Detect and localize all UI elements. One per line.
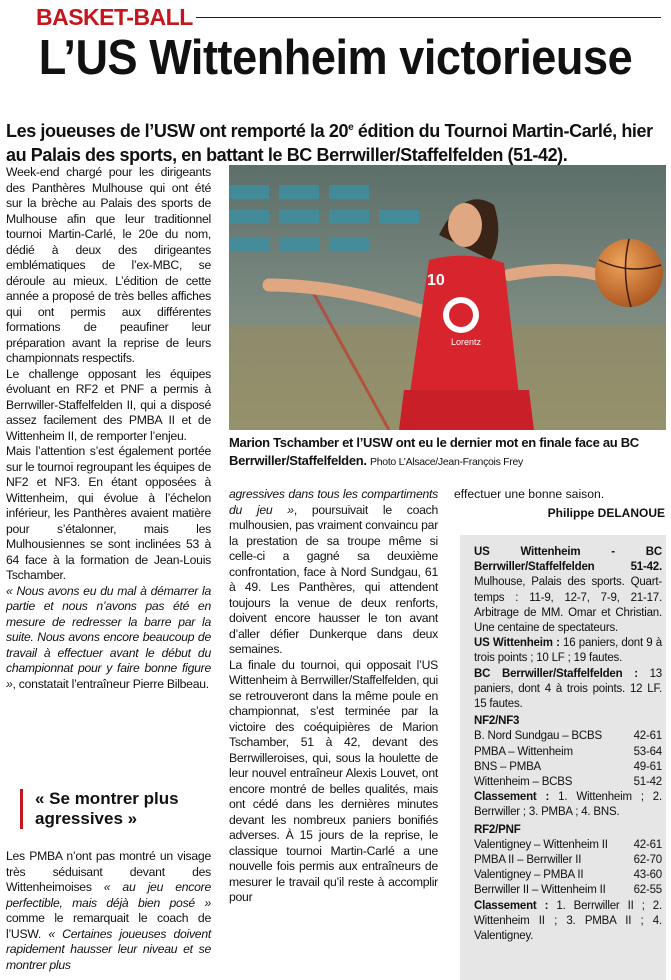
result-row [474,883,662,898]
col1b-quote-2: « Certaines joueuses doivent rapidement hausser leur niveau et se montrer plus [6,926,211,972]
result-match: Valentigney – PMBA II [474,869,584,882]
result-score: 43-60 [633,869,662,882]
ranking-label: Classement : [474,899,549,912]
result-row [474,745,662,760]
usw-stats [474,636,662,666]
ranking-text: 1. Wittenheim ; 2. Berrwiller ; 3. PMBA ; 4. BNS. [474,791,662,819]
usw-stats-text: 16 paniers, dont 9 à trois points ; 10 LF ; 19 fautes. [474,637,662,665]
rf-title: RF2/PNF [474,823,521,836]
col1b-text-mid: comme le remarquait le coach de l’USW. [6,911,211,941]
article-column-1 [6,165,211,692]
bcb-label: BC Berrwiller/Staffelfelden : [474,667,638,680]
result-score: 53-64 [633,745,662,758]
nf-ranking [474,790,662,820]
bcb-stats-text: 13 paniers, dont 4 à trois points. 12 LF. 15 fautes. [474,667,663,711]
col1-paragraph: Mais l’attention s’est également portée sur le tournoi regroupant les équipes de NF2 et NF3. En étant opposées à Wittenheim, qui évolue à l’échelon inférieur, les Panthères avaient matière pour s’étalonner, mais les Mulhousiennes se sont inclinées 53 à 64 face à la formation de Jean-Louis Tschamber. [6,444,211,582]
headline: L’US Wittenheim victorieuse [38,31,633,85]
lead-sup: e [348,122,354,133]
coach-quote-attribution: , constatait l’entraîneur Pierre Bilbeau. [12,676,209,691]
rubric-divider [196,17,661,18]
result-match: B. Nord Sundgau – BCBS [474,730,602,743]
basketball-player-photo [229,165,666,430]
result-score: 42-61 [633,838,662,851]
caption-text: Marion Tschamber et l’USW ont eu le dernier mot en finale face au BC Berrwiller/Staffelfelden. [229,435,639,468]
result-score: 62-55 [633,884,662,897]
author-signature: Philippe DELANOUE [547,506,665,520]
section-rubric: BASKET-BALL [36,4,193,30]
col1-paragraph: Le challenge opposant les équipes évoluant en RF2 et PNF a permis à Berrwiller-Staffelfelden II, qui a disposé assez facilement des PMBA II et de Wittenheim II, de remporter l’enjeu. [6,366,211,443]
results-box [460,535,666,980]
article-photo [229,165,666,430]
coach-quote: « Nous avons eu du mal à démarrer la partie et nous n’avons pas été en mesure de redresser la barre par la suite. Nous avons encore beaucoup de travail à effectuer avant le début du championnat pour y faire bonne figure » [6,583,211,691]
ranking-text: 1. Berrwiller II ; 2. Wittenheim II ; 3. PMBA II ; 4. Valentigney. [474,899,662,943]
result-match: PMBA II – Berrwiller II [474,854,582,867]
bcb-stats [474,667,662,713]
result-match: Valentigney – Wittenheim II [474,838,608,851]
result-match: Wittenheim – BCBS [474,776,573,789]
col2-paragraph [229,487,438,658]
nf-title: NF2/NF3 [474,715,520,728]
col2-quote: agressives dans tous les compartiments du jeu » [229,487,438,517]
photo-caption [229,434,666,471]
pull-quote: « Se montrer plus agressives » [20,789,225,829]
result-row [474,853,662,868]
match-summary [474,545,662,636]
result-row [474,838,662,853]
ranking-label: Classement : [474,791,550,804]
match-info: Mulhouse, Palais des sports. Quart-temps : 11-9, 12-7, 7-9, 21-17. Arbitrage de MM. Omar et Christian. Une centaine de spectateurs. [474,576,662,635]
lead-paragraph [6,116,666,167]
result-score: 42-61 [633,730,662,743]
result-row [474,775,662,790]
result-match: Berrwiller II – Wittenheim II [474,884,606,897]
lead-part1: Les joueuses de l’USW ont remporté la 20 [6,121,349,141]
col1b-paragraph [6,849,211,973]
col1b-text: Les PMBA n’ont pas montré un visage très séduisant devant des Wittenheimoises [6,849,211,894]
col1b-quote-1: « au jeu encore perfectible, mais déjà bien posé » [6,880,211,910]
result-score: 49-61 [633,760,662,773]
result-row [474,729,662,744]
result-match: BNS – PMBA [474,760,542,773]
result-row [474,868,662,883]
result-row [474,760,662,775]
usw-label: US Wittenheim : [474,637,560,650]
jersey-sponsor: Lorentz [451,337,482,347]
rf-ranking [474,899,662,945]
result-score: 62-70 [633,854,662,867]
col2-text: , poursuivait le coach mulhousien, pas vraiment convaincu par la prestation de sa troupe même si celle-ci a gagné sa deuxième confrontation, face à Nord Sundgau, 61 à 49. Les Panthères, qui attendent toujours la venue de deux renforts, doivent encore hausser le ton avant d’aller défier Dunkerque dans deux semaines. [229,502,438,656]
result-match: PMBA – Wittenheim [474,745,573,758]
article-column-3-end: effectuer une bonne saison. [454,487,605,501]
photo-credit: Photo L’Alsace/Jean-François Frey [370,456,523,468]
col2-paragraph: La finale du tournoi, qui opposait l’US Wittenheim à Berrwiller/Staffelfelden, qui se retrouveront dans la même poule en championnat, s’est terminée par la victoire des coéquipières de Marion Tschamber, 51 à 42, devant des Berrwilleroises, qui, sous la houlette de leur nouvel entraîneur Alexis Louvet, ont encore montré de belles qualités, mais ont cédé dans les dernières minutes devant les nombreux paniers bonifiés adverses. À 15 jours de la reprise, le classique tournoi Martin-Carlé a une nouvelle fois permis aux entraîneurs de mesurer le travail qu’il reste à accomplir pour [229,657,438,904]
article-column-1-bottom [6,849,211,973]
jersey-number: 10 [427,272,445,289]
col1-quote-paragraph [6,584,211,693]
match-title: US Wittenheim - BC Berrwiller/Staffelfelden 51-42. [474,546,662,574]
article-column-2 [229,487,438,906]
col1-paragraph: Week-end chargé pour les dirigeants des Panthères Mulhouse qui ont été sur la brèche au Palais des sports de Mulhouse afin que leur traditionnel tournoi Martin-Carlé, le 20e du nom, dédié à deux des dirigeantes emblématiques de l’ex-MBC, se déroule au mieux. L’édition de cette année a proposé de très belles affiches qui ont permis aux différentes formations de peaufiner leur préparation avant la reprise de leurs championnats respectifs. [6,165,211,365]
result-score: 51-42 [633,776,662,789]
lead-part2: édition du Tournoi Martin-Carlé, hier au Palais des sports, en battant le BC Berrwiller/Staffelfelden (51-42). [6,121,653,165]
